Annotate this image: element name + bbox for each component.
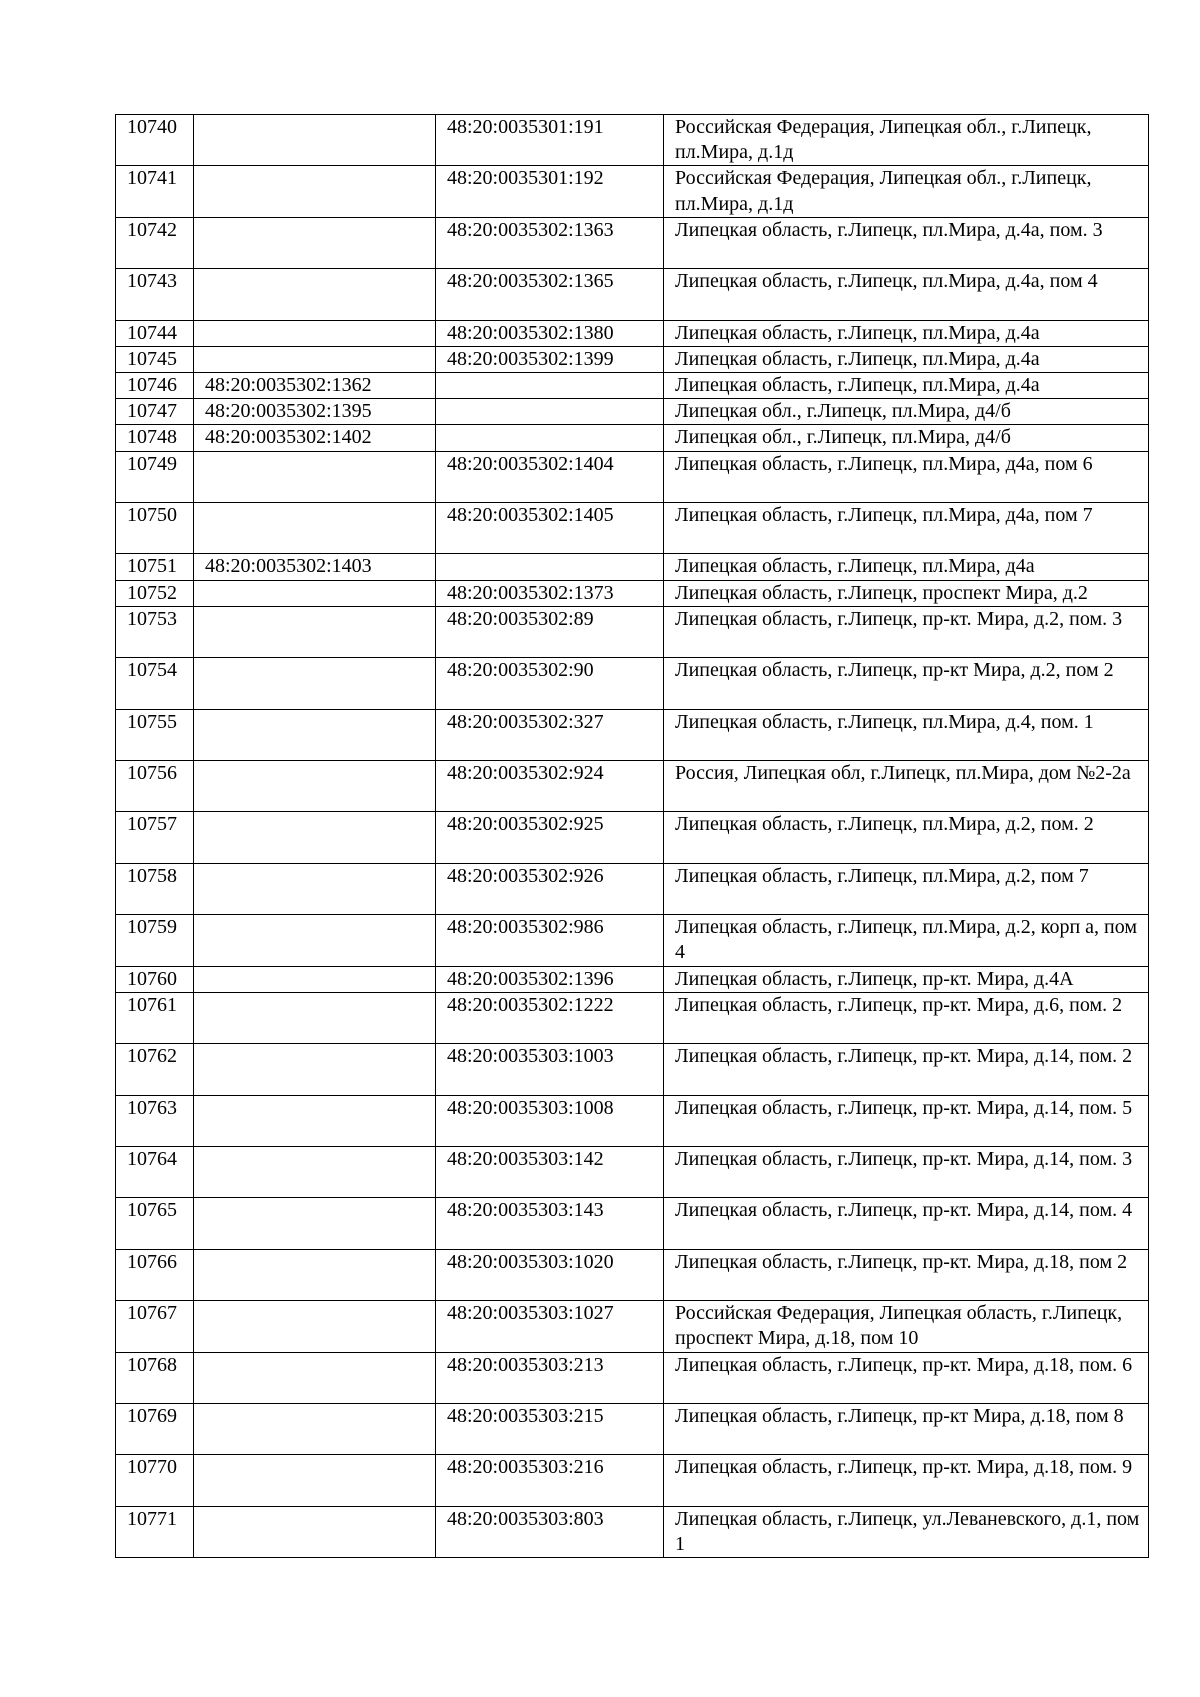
cadastral-number-alt-cell: 48:20:0035303:213: [436, 1352, 664, 1403]
cadastral-number-alt-cell: [436, 373, 664, 399]
cadastral-number-cell: [194, 1146, 436, 1197]
table-row: [116, 451, 1149, 502]
row-number-cell: 10766: [116, 1249, 194, 1300]
cadastral-number-cell: [194, 1249, 436, 1300]
cadastral-number-alt-cell: 48:20:0035303:1020: [436, 1249, 664, 1300]
address-cell: Липецкая область, г.Липецк, пр-кт. Мира, д.14, пом. 3: [664, 1146, 1149, 1197]
row-number-cell: 10742: [116, 217, 194, 268]
cadastral-number-alt-cell: 48:20:0035302:1380: [436, 320, 664, 346]
address-cell: Липецкая область, г.Липецк, пр-кт. Мира, д.18, пом 2: [664, 1249, 1149, 1300]
address-cell: Липецкая область, г.Липецк, пл.Мира, д.2, пом 7: [664, 863, 1149, 914]
cadastral-number-alt-cell: 48:20:0035303:142: [436, 1146, 664, 1197]
table-row: [116, 1249, 1149, 1300]
cadastral-number-alt-cell: 48:20:0035302:1396: [436, 966, 664, 992]
cadastral-number-cell: [194, 580, 436, 606]
cadastral-number-alt-cell: 48:20:0035303:216: [436, 1455, 664, 1506]
table-row: [116, 399, 1149, 425]
cadastral-number-alt-cell: 48:20:0035302:89: [436, 606, 664, 657]
table-row: [116, 1455, 1149, 1506]
cadastral-number-cell: [194, 1352, 436, 1403]
row-number-cell: 10747: [116, 399, 194, 425]
address-cell: Липецкая область, г.Липецк, пл.Мира, д.4а, пом. 3: [664, 217, 1149, 268]
address-cell: Липецкая область, г.Липецк, пр-кт Мира, д.18, пом 8: [664, 1403, 1149, 1454]
registry-table: [115, 114, 1149, 1558]
table-row: [116, 346, 1149, 372]
row-number-cell: 10761: [116, 992, 194, 1043]
table-row: [116, 503, 1149, 554]
row-number-cell: 10745: [116, 346, 194, 372]
address-cell: Липецкая область, г.Липецк, пл.Мира, д4а, пом 7: [664, 503, 1149, 554]
row-number-cell: 10757: [116, 812, 194, 863]
cadastral-number-cell: 48:20:0035302:1403: [194, 554, 436, 580]
cadastral-number-alt-cell: 48:20:0035302:925: [436, 812, 664, 863]
address-cell: Липецкая обл., г.Липецк, пл.Мира, д4/б: [664, 425, 1149, 451]
cadastral-number-alt-cell: 48:20:0035301:191: [436, 115, 664, 166]
cadastral-number-alt-cell: 48:20:0035302:327: [436, 709, 664, 760]
cadastral-number-cell: [194, 992, 436, 1043]
address-cell: Липецкая область, г.Липецк, пл.Мира, д.4а, пом 4: [664, 269, 1149, 320]
row-number-cell: 10754: [116, 658, 194, 709]
address-cell: Липецкая область, г.Липецк, пл.Мира, д4а: [664, 554, 1149, 580]
row-number-cell: 10744: [116, 320, 194, 346]
cadastral-number-alt-cell: 48:20:0035302:926: [436, 863, 664, 914]
cadastral-number-cell: [194, 812, 436, 863]
table-row: [116, 1198, 1149, 1249]
cadastral-number-cell: [194, 115, 436, 166]
table-row: [116, 1301, 1149, 1352]
address-cell: Российская Федерация, Липецкая обл., г.Липецк, пл.Мира, д.1д: [664, 115, 1149, 166]
cadastral-number-alt-cell: 48:20:0035303:803: [436, 1506, 664, 1557]
table-row: [116, 606, 1149, 657]
table-row: [116, 269, 1149, 320]
row-number-cell: 10748: [116, 425, 194, 451]
address-cell: Липецкая область, г.Липецк, пр-кт. Мира, д.18, пом. 9: [664, 1455, 1149, 1506]
address-cell: Российская Федерация, Липецкая обл., г.Липецк, пл.Мира, д.1д: [664, 166, 1149, 217]
cadastral-number-alt-cell: 48:20:0035302:1365: [436, 269, 664, 320]
table-row: [116, 709, 1149, 760]
cadastral-number-cell: [194, 269, 436, 320]
cadastral-number-cell: [194, 760, 436, 811]
address-cell: Липецкая область, г.Липецк, пр-кт. Мира, д.6, пом. 2: [664, 992, 1149, 1043]
cadastral-number-cell: [194, 503, 436, 554]
row-number-cell: 10740: [116, 115, 194, 166]
cadastral-number-alt-cell: 48:20:0035302:1222: [436, 992, 664, 1043]
row-number-cell: 10753: [116, 606, 194, 657]
row-number-cell: 10751: [116, 554, 194, 580]
cadastral-number-alt-cell: [436, 554, 664, 580]
address-cell: Липецкая область, г.Липецк, проспект Мира, д.2: [664, 580, 1149, 606]
table-row: [116, 217, 1149, 268]
row-number-cell: 10767: [116, 1301, 194, 1352]
address-cell: Липецкая область, г.Липецк, пр-кт. Мира, д.14, пом. 4: [664, 1198, 1149, 1249]
row-number-cell: 10764: [116, 1146, 194, 1197]
table-row: [116, 812, 1149, 863]
row-number-cell: 10769: [116, 1403, 194, 1454]
cadastral-number-cell: [194, 1095, 436, 1146]
table-row: [116, 966, 1149, 992]
table-row: [116, 425, 1149, 451]
address-cell: Липецкая область, г.Липецк, пр-кт. Мира, д.18, пом. 6: [664, 1352, 1149, 1403]
cadastral-number-cell: [194, 606, 436, 657]
row-number-cell: 10763: [116, 1095, 194, 1146]
table-row: [116, 166, 1149, 217]
cadastral-number-alt-cell: [436, 425, 664, 451]
address-cell: Липецкая область, г.Липецк, пл.Мира, д.2, корп а, пом 4: [664, 915, 1149, 966]
cadastral-number-cell: [194, 217, 436, 268]
address-cell: Липецкая область, г.Липецк, пл.Мира, д.4а: [664, 373, 1149, 399]
row-number-cell: 10758: [116, 863, 194, 914]
address-cell: Липецкая область, г.Липецк, пл.Мира, д.4, пом. 1: [664, 709, 1149, 760]
cadastral-number-alt-cell: 48:20:0035302:1373: [436, 580, 664, 606]
row-number-cell: 10760: [116, 966, 194, 992]
address-cell: Липецкая обл., г.Липецк, пл.Мира, д4/б: [664, 399, 1149, 425]
cadastral-number-alt-cell: [436, 399, 664, 425]
address-cell: Липецкая область, г.Липецк, ул.Леваневского, д.1, пом 1: [664, 1506, 1149, 1557]
address-cell: Липецкая область, г.Липецк, пр-кт. Мира, д.14, пом. 2: [664, 1044, 1149, 1095]
cadastral-number-alt-cell: 48:20:0035301:192: [436, 166, 664, 217]
cadastral-number-cell: [194, 1403, 436, 1454]
table-row: [116, 658, 1149, 709]
row-number-cell: 10756: [116, 760, 194, 811]
cadastral-number-cell: [194, 915, 436, 966]
cadastral-number-cell: 48:20:0035302:1362: [194, 373, 436, 399]
row-number-cell: 10741: [116, 166, 194, 217]
address-cell: Липецкая область, г.Липецк, пл.Мира, д4а, пом 6: [664, 451, 1149, 502]
table-row: [116, 1146, 1149, 1197]
cadastral-number-cell: 48:20:0035302:1395: [194, 399, 436, 425]
cadastral-number-cell: [194, 1506, 436, 1557]
table-row: [116, 915, 1149, 966]
address-cell: Липецкая область, г.Липецк, пр-кт. Мира, д.14, пом. 5: [664, 1095, 1149, 1146]
address-cell: Липецкая область, г.Липецк, пр-кт. Мира, д.2, пом. 3: [664, 606, 1149, 657]
table-row: [116, 760, 1149, 811]
cadastral-number-cell: [194, 1455, 436, 1506]
cadastral-number-alt-cell: 48:20:0035302:1399: [436, 346, 664, 372]
address-cell: Липецкая область, г.Липецк, пр-кт. Мира, д.4А: [664, 966, 1149, 992]
cadastral-number-cell: [194, 451, 436, 502]
cadastral-number-cell: [194, 966, 436, 992]
row-number-cell: 10755: [116, 709, 194, 760]
table-row: [116, 863, 1149, 914]
cadastral-number-alt-cell: 48:20:0035303:215: [436, 1403, 664, 1454]
row-number-cell: 10749: [116, 451, 194, 502]
cadastral-number-cell: 48:20:0035302:1402: [194, 425, 436, 451]
cadastral-number-cell: [194, 1301, 436, 1352]
registry-table-body: [116, 115, 1149, 1558]
document-page: [115, 114, 1148, 1558]
cadastral-number-cell: [194, 863, 436, 914]
row-number-cell: 10770: [116, 1455, 194, 1506]
cadastral-number-alt-cell: 48:20:0035303:1027: [436, 1301, 664, 1352]
cadastral-number-alt-cell: 48:20:0035302:1404: [436, 451, 664, 502]
table-row: [116, 1403, 1149, 1454]
row-number-cell: 10768: [116, 1352, 194, 1403]
cadastral-number-alt-cell: 48:20:0035302:1405: [436, 503, 664, 554]
table-row: [116, 992, 1149, 1043]
cadastral-number-cell: [194, 166, 436, 217]
cadastral-number-alt-cell: 48:20:0035302:1363: [436, 217, 664, 268]
address-cell: Российская Федерация, Липецкая область, г.Липецк, проспект Мира, д.18, пом 10: [664, 1301, 1149, 1352]
table-row: [116, 1506, 1149, 1557]
row-number-cell: 10750: [116, 503, 194, 554]
row-number-cell: 10762: [116, 1044, 194, 1095]
address-cell: Россия, Липецкая обл, г.Липецк, пл.Мира, дом №2-2а: [664, 760, 1149, 811]
cadastral-number-cell: [194, 320, 436, 346]
row-number-cell: 10743: [116, 269, 194, 320]
cadastral-number-cell: [194, 1198, 436, 1249]
table-row: [116, 1352, 1149, 1403]
cadastral-number-alt-cell: 48:20:0035302:924: [436, 760, 664, 811]
address-cell: Липецкая область, г.Липецк, пл.Мира, д.2, пом. 2: [664, 812, 1149, 863]
row-number-cell: 10771: [116, 1506, 194, 1557]
address-cell: Липецкая область, г.Липецк, пл.Мира, д.4а: [664, 320, 1149, 346]
table-row: [116, 580, 1149, 606]
row-number-cell: 10746: [116, 373, 194, 399]
table-row: [116, 320, 1149, 346]
cadastral-number-alt-cell: 48:20:0035303:1003: [436, 1044, 664, 1095]
table-row: [116, 1095, 1149, 1146]
row-number-cell: 10765: [116, 1198, 194, 1249]
address-cell: Липецкая область, г.Липецк, пр-кт Мира, д.2, пом 2: [664, 658, 1149, 709]
cadastral-number-cell: [194, 709, 436, 760]
address-cell: Липецкая область, г.Липецк, пл.Мира, д.4а: [664, 346, 1149, 372]
table-row: [116, 373, 1149, 399]
table-row: [116, 1044, 1149, 1095]
cadastral-number-alt-cell: 48:20:0035302:986: [436, 915, 664, 966]
table-row: [116, 115, 1149, 166]
cadastral-number-cell: [194, 1044, 436, 1095]
cadastral-number-alt-cell: 48:20:0035303:1008: [436, 1095, 664, 1146]
cadastral-number-alt-cell: 48:20:0035303:143: [436, 1198, 664, 1249]
row-number-cell: 10759: [116, 915, 194, 966]
table-row: [116, 554, 1149, 580]
cadastral-number-cell: [194, 658, 436, 709]
cadastral-number-alt-cell: 48:20:0035302:90: [436, 658, 664, 709]
row-number-cell: 10752: [116, 580, 194, 606]
cadastral-number-cell: [194, 346, 436, 372]
